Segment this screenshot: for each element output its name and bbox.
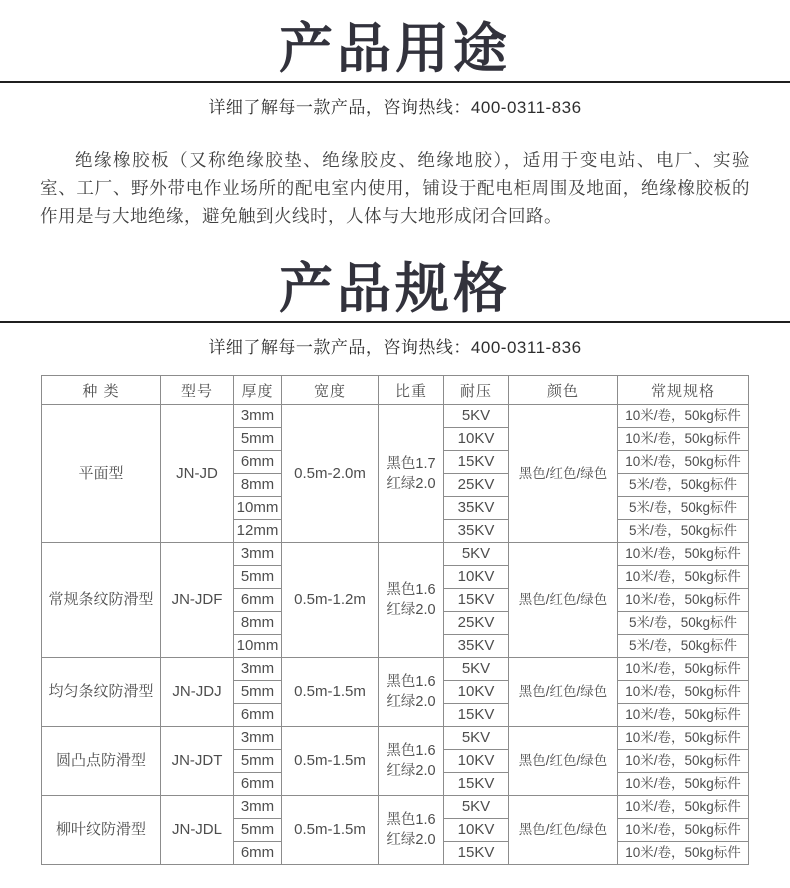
header-thickness: 厚度 [234,376,282,405]
cell-width: 0.5m-1.5m [282,796,379,865]
cell-thickness: 8mm [234,474,282,497]
table-row [42,405,749,428]
cell-type: 常规条纹防滑型 [42,543,161,658]
cell-color: 黑色/红色/绿色 [509,543,618,658]
cell-spec: 5米/卷，50kg标件 [618,520,749,543]
gravity-line-2: 红绿2.0 [386,763,436,779]
cell-voltage: 10KV [444,566,509,589]
cell-voltage: 5KV [444,727,509,750]
cell-spec: 10米/卷，50kg标件 [618,681,749,704]
header-color: 颜色 [509,376,618,405]
table-row [42,796,749,819]
cell-thickness: 6mm [234,773,282,796]
title-divider [0,321,790,323]
gravity-line-1: 黑色1.6 [386,812,436,828]
page-title-usage: 产品用途 [279,17,511,80]
header-spec: 常规规格 [618,376,749,405]
cell-width: 0.5m-1.5m [282,658,379,727]
cell-thickness: 10mm [234,635,282,658]
gravity-line-1: 黑色1.6 [386,582,436,598]
section-product-usage [0,17,790,230]
cell-color: 黑色/红色/绿色 [509,658,618,727]
spec-table [41,375,749,865]
hotline-text-specs: 详细了解每一款产品，咨询热线：400-0311-836 [208,338,582,357]
cell-spec: 5米/卷，50kg标件 [618,635,749,658]
header-width: 宽度 [282,376,379,405]
table-row [42,543,749,566]
cell-voltage: 35KV [444,520,509,543]
gravity-line-1: 黑色1.7 [386,455,436,472]
cell-spec: 10米/卷，50kg标件 [618,543,749,566]
cell-color: 黑色/红色/绿色 [509,405,618,543]
cell-spec: 10米/卷，50kg标件 [618,589,749,612]
cell-voltage: 35KV [444,635,509,658]
gravity-line-2: 红绿2.0 [386,475,436,492]
cell-voltage: 10KV [444,819,509,842]
cell-voltage: 15KV [444,589,509,612]
cell-thickness: 5mm [234,566,282,589]
cell-type: 平面型 [42,405,161,543]
cell-gravity [379,727,444,796]
gravity-line-1: 黑色1.6 [386,674,436,690]
cell-thickness: 6mm [234,704,282,727]
hotline-text-usage: 详细了解每一款产品，咨询热线：400-0311-836 [208,98,582,117]
cell-voltage: 25KV [444,612,509,635]
cell-color: 黑色/红色/绿色 [509,796,618,865]
cell-thickness: 6mm [234,589,282,612]
cell-voltage: 15KV [444,704,509,727]
cell-voltage: 5KV [444,796,509,819]
table-row [42,658,749,681]
cell-thickness: 3mm [234,543,282,566]
cell-model: JN-JDF [161,543,234,658]
cell-voltage: 10KV [444,750,509,773]
cell-thickness: 6mm [234,842,282,865]
cell-model: JN-JDL [161,796,234,865]
cell-thickness: 6mm [234,451,282,474]
cell-voltage: 5KV [444,658,509,681]
cell-gravity [379,543,444,658]
cell-spec: 10米/卷，50kg标件 [618,727,749,750]
cell-spec: 10米/卷，50kg标件 [618,405,749,428]
cell-gravity [379,405,444,543]
cell-spec: 5米/卷，50kg标件 [618,497,749,520]
cell-voltage: 10KV [444,681,509,704]
cell-thickness: 8mm [234,612,282,635]
cell-voltage: 15KV [444,451,509,474]
cell-thickness: 5mm [234,750,282,773]
section-product-specs [0,257,790,865]
cell-thickness: 3mm [234,727,282,750]
cell-gravity [379,796,444,865]
cell-voltage: 15KV [444,773,509,796]
usage-description: 绝缘橡胶板（又称绝缘胶垫、绝缘胶皮、绝缘地胶），适用于变电站、电厂、实验室、工厂、野外带电作业场所的配电室内使用，铺设于配电柜周围及地面，绝缘橡胶板的作用是与大地绝缘，避免触到火线时，人体与大地形成闭合回路。 [40,150,750,226]
cell-spec: 10米/卷，50kg标件 [618,451,749,474]
cell-spec: 10米/卷，50kg标件 [618,773,749,796]
cell-voltage: 5KV [444,543,509,566]
cell-gravity [379,658,444,727]
cell-spec: 10米/卷，50kg标件 [618,819,749,842]
cell-spec: 5米/卷，50kg标件 [618,612,749,635]
cell-voltage: 10KV [444,428,509,451]
cell-thickness: 5mm [234,428,282,451]
cell-type: 均匀条纹防滑型 [42,658,161,727]
cell-voltage: 5KV [444,405,509,428]
cell-thickness: 10mm [234,497,282,520]
table-row [42,727,749,750]
title-divider [0,81,790,83]
cell-spec: 10米/卷，50kg标件 [618,704,749,727]
cell-color: 黑色/红色/绿色 [509,727,618,796]
cell-thickness: 12mm [234,520,282,543]
cell-width: 0.5m-1.2m [282,543,379,658]
table-header-row [42,376,749,405]
cell-thickness: 3mm [234,658,282,681]
page-title-specs: 产品规格 [279,257,511,320]
gravity-line-2: 红绿2.0 [386,602,436,618]
cell-model: JN-JDT [161,727,234,796]
cell-width: 0.5m-2.0m [282,405,379,543]
gravity-line-2: 红绿2.0 [386,832,436,848]
product-detail-page [0,17,790,865]
cell-type: 圆凸点防滑型 [42,727,161,796]
cell-spec: 5米/卷，50kg标件 [618,474,749,497]
header-voltage: 耐压 [444,376,509,405]
cell-spec: 10米/卷，50kg标件 [618,658,749,681]
gravity-line-1: 黑色1.6 [386,743,436,759]
cell-voltage: 15KV [444,842,509,865]
header-gravity: 比重 [379,376,444,405]
cell-thickness: 3mm [234,796,282,819]
gravity-line-2: 红绿2.0 [386,694,436,710]
cell-thickness: 5mm [234,681,282,704]
cell-model: JN-JD [161,405,234,543]
cell-type: 柳叶纹防滑型 [42,796,161,865]
cell-thickness: 5mm [234,819,282,842]
header-type: 种 类 [42,376,161,405]
cell-spec: 10米/卷，50kg标件 [618,566,749,589]
cell-spec: 10米/卷，50kg标件 [618,796,749,819]
cell-spec: 10米/卷，50kg标件 [618,842,749,865]
cell-thickness: 3mm [234,405,282,428]
cell-spec: 10米/卷，50kg标件 [618,750,749,773]
cell-voltage: 25KV [444,474,509,497]
cell-spec: 10米/卷，50kg标件 [618,428,749,451]
header-model: 型号 [161,376,234,405]
cell-voltage: 35KV [444,497,509,520]
cell-model: JN-JDJ [161,658,234,727]
cell-width: 0.5m-1.5m [282,727,379,796]
